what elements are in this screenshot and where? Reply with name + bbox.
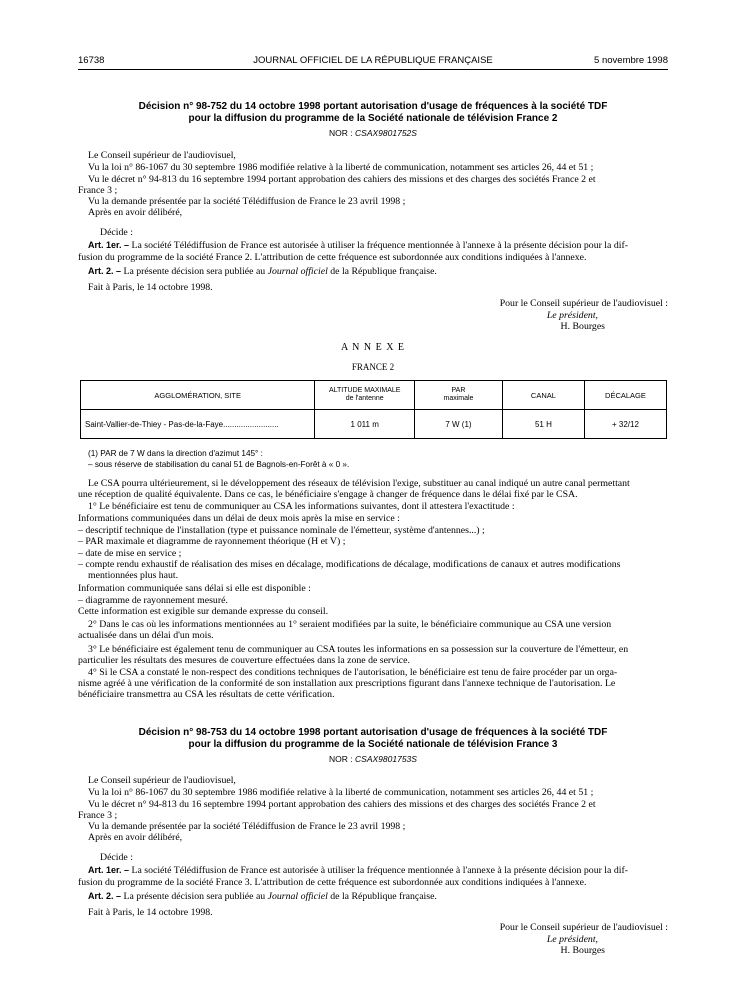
annexe-subtitle: FRANCE 2 <box>351 362 395 372</box>
condition-13a: 4° Si le CSA a constaté le non-respect des conditions techniques de l'autorisation, le bénéficiaire est tenu de faire procéder par un orga- <box>88 667 618 678</box>
art2-post: de la République française. <box>330 891 437 902</box>
annexe-title: A N N E X E <box>340 342 406 353</box>
header-site: AGGLOMÉRATION, SITE <box>81 381 315 410</box>
art1-label: Art. 1er. – <box>88 240 130 250</box>
decision1-title-line1: Décision n° 98-752 du 14 octobre 1998 portant autorisation d'usage de fréquences à la société TDF <box>138 101 608 112</box>
condition-12a: 3° Le bénéficiaire est également tenu de communiquer au CSA toutes les informations en sa possession sur la couverture de l'émetteur, en <box>88 644 629 655</box>
condition-4: – descriptif technique de l'installation (type et puissance nominale de l'émetteur, système d'antennes...) ; <box>78 525 485 536</box>
decision1-vu3: Vu la demande présentée par la société Télédiffusion de France le 23 avril 1998 ; <box>88 196 406 207</box>
condition-10: Cette information est exigible sur demande expresse du conseil. <box>78 606 329 617</box>
decision1-decide: Décide : <box>100 227 133 238</box>
journal-title: JOURNAL OFFICIEL DE LA RÉPUBLIQUE FRANÇAISE <box>253 55 493 66</box>
annexe-table <box>80 380 667 439</box>
condition-7b: mentionnées plus haut. <box>88 570 179 581</box>
art2-post: de la République française. <box>330 266 437 277</box>
art1-label: Art. 1er. – <box>88 865 130 875</box>
page-header <box>78 55 668 69</box>
signature-line3: H. Bourges <box>560 945 605 956</box>
decision2-art1-b: fusion du programme de la société France 3. L'attribution de cette fréquence est subordonnée aux conditions indiquées à l'annexe. <box>78 877 587 888</box>
condition-9: – diagramme de rayonnement mesuré. <box>78 595 228 606</box>
decision1-art2 <box>88 266 668 278</box>
decision1-art1-b: fusion du programme de la société France 2. L'attribution de cette fréquence est subordonnée aux conditions indiquées à l'annexe. <box>78 252 587 263</box>
nor-label: NOR : <box>329 754 353 764</box>
condition-13c: bénéficiaire transmettra au CSA les résultats de cette vérification. <box>78 689 335 700</box>
condition-1a: Le CSA pourra ultérieurement, si le développement des réseaux de télévision l'exige, substituer au canal indiqué un autre canal permettant <box>88 478 630 489</box>
nor-label: NOR : <box>329 128 353 138</box>
art2-pre: La présente décision sera publiée au <box>123 891 266 902</box>
signature-line1: Pour le Conseil supérieur de l'audiovisuel : <box>499 298 668 309</box>
decision2-vu3: Vu la demande présentée par la société Télédiffusion de France le 23 avril 1998 ; <box>88 821 406 832</box>
art2-journal: Journal officiel <box>267 891 328 902</box>
signature-line1: Pour le Conseil supérieur de l'audiovisuel : <box>499 922 668 933</box>
condition-7a: – compte rendu exhaustif de réalisation des mises en décalage, modifications de décalage, modifications de canaux et autres modifications <box>78 559 621 570</box>
table-header-row <box>81 381 667 410</box>
decision1-vu1: Vu la loi n° 86-1067 du 30 septembre 1986 modifiée relative à la liberté de communication, notamment ses articles 26, 44 et 51 ; <box>88 162 594 173</box>
art2-pre: La présente décision sera publiée au <box>123 266 266 277</box>
decision2-decide: Décide : <box>100 852 133 863</box>
art2-label: Art. 2. – <box>88 266 122 276</box>
art2-label: Art. 2. – <box>88 891 122 901</box>
decision1-nor <box>78 128 668 138</box>
signature-line2: Le président, <box>546 933 598 945</box>
decision2-intro: Le Conseil supérieur de l'audiovisuel, <box>88 775 236 786</box>
cell-altitude: 1 011 m <box>315 410 415 439</box>
condition-2: 1° Le bénéficiaire est tenu de communiquer au CSA les informations suivantes, dont il attestera l'exactitude : <box>88 501 515 512</box>
condition-11a: 2° Dans le cas où les informations mentionnées au 1° seraient modifiées par la suite, le bénéficiaire communique au CSA une version <box>88 619 612 630</box>
cell-canal: 51 H <box>502 410 584 439</box>
condition-1b: une réception de qualité équivalente. Dans ce cas, le bénéficiaire s'engage à changer de fréquence dans le délai fixé par le CSA. <box>78 489 578 500</box>
cell-site: Saint-Vallier-de-Thiey - Pas-de-la-Faye......................... <box>81 410 315 439</box>
decision2-vu2a: Vu le décret n° 94-813 du 16 septembre 1994 portant approbation des cahiers des missions et des charges des sociétés France 2 et <box>88 799 596 810</box>
issue-date: 5 novembre 1998 <box>594 55 668 66</box>
decision2-signature <box>368 922 668 957</box>
annexe-note1: (1) PAR de 7 W dans la direction d'azimut 145° : <box>88 449 263 458</box>
decision2-nor <box>78 754 668 764</box>
decision1-art1 <box>88 240 668 252</box>
table-row <box>81 410 667 439</box>
decision2-title <box>78 727 668 751</box>
condition-8: Information communiquée sans délai si elle est disponible : <box>78 583 311 594</box>
condition-13b: nisme agréé à une vérification de la conformité de son installation aux prescriptions figurant dans l'annexe technique de l'autorisation. Le <box>78 678 616 689</box>
nor-value: CSAX9801753S <box>355 754 417 764</box>
decision2-apres: Après en avoir délibéré, <box>88 832 183 843</box>
header-decalage: DÉCALAGE <box>584 381 666 410</box>
annexe-note2: – sous réserve de stabilisation du canal 51 de Bagnols-en-Forêt à « 0 ». <box>88 460 350 469</box>
condition-11b: actualisée dans un délai d'un mois. <box>78 630 214 641</box>
decision2-vu1: Vu la loi n° 86-1067 du 30 septembre 1986 modifiée relative à la liberté de communication, notamment ses articles 26, 44 et 51 ; <box>88 787 594 798</box>
art1-text-a: La société Télédiffusion de France est autorisée à utiliser la fréquence mentionnée à l'annexe à la présente décision pour la dif- <box>131 865 628 876</box>
header-par: PAR maximale <box>415 381 503 410</box>
decision1-fait: Fait à Paris, le 14 octobre 1998. <box>88 282 213 293</box>
condition-5: – PAR maximale et diagramme de rayonnement théorique (H et V) ; <box>78 536 346 547</box>
art1-text-a: La société Télédiffusion de France est autorisée à utiliser la fréquence mentionnée à l'annexe à la présente décision pour la dif- <box>131 240 628 251</box>
decision2-fait: Fait à Paris, le 14 octobre 1998. <box>88 907 213 918</box>
decision2-vu2b: France 3 ; <box>78 810 118 821</box>
nor-value: CSAX9801752S <box>355 128 417 138</box>
decision1-title <box>78 101 668 125</box>
decision1-signature <box>368 298 668 333</box>
decision2-art1 <box>88 865 668 877</box>
art2-journal: Journal officiel <box>267 266 328 277</box>
cell-par: 7 W (1) <box>415 410 503 439</box>
header-altitude: ALTITUDE MAXIMALE de l'antenne <box>315 381 415 410</box>
condition-6: – date de mise en service ; <box>78 548 182 559</box>
condition-3: Informations communiquées dans un délai de deux mois après la mise en service : <box>78 513 400 524</box>
decision1-apres: Après en avoir délibéré, <box>88 207 183 218</box>
decision2-art2 <box>88 891 668 903</box>
decision1-vu2a: Vu le décret n° 94-813 du 16 septembre 1994 portant approbation des cahiers des missions et des charges des sociétés France 2 et <box>88 174 596 185</box>
decision1-title-line2: pour la diffusion du programme de la Société nationale de télévision France 2 <box>188 113 558 124</box>
decision2-title-line1: Décision n° 98-753 du 14 octobre 1998 portant autorisation d'usage de fréquences à la société TDF <box>138 727 608 738</box>
decision1-vu2b: France 3 ; <box>78 185 118 196</box>
header-divider <box>78 69 668 70</box>
header-canal: CANAL <box>502 381 584 410</box>
signature-line3: H. Bourges <box>560 321 605 332</box>
cell-decalage: + 32/12 <box>584 410 666 439</box>
decision1-intro: Le Conseil supérieur de l'audiovisuel, <box>88 150 236 161</box>
decision2-title-line2: pour la diffusion du programme de la Société nationale de télévision France 3 <box>188 739 558 750</box>
signature-line2: Le président, <box>546 309 598 321</box>
condition-12b: particulier les résultats des mesures de couverture effectuées dans la zone de service. <box>78 655 410 666</box>
page-number: 16738 <box>78 55 105 66</box>
